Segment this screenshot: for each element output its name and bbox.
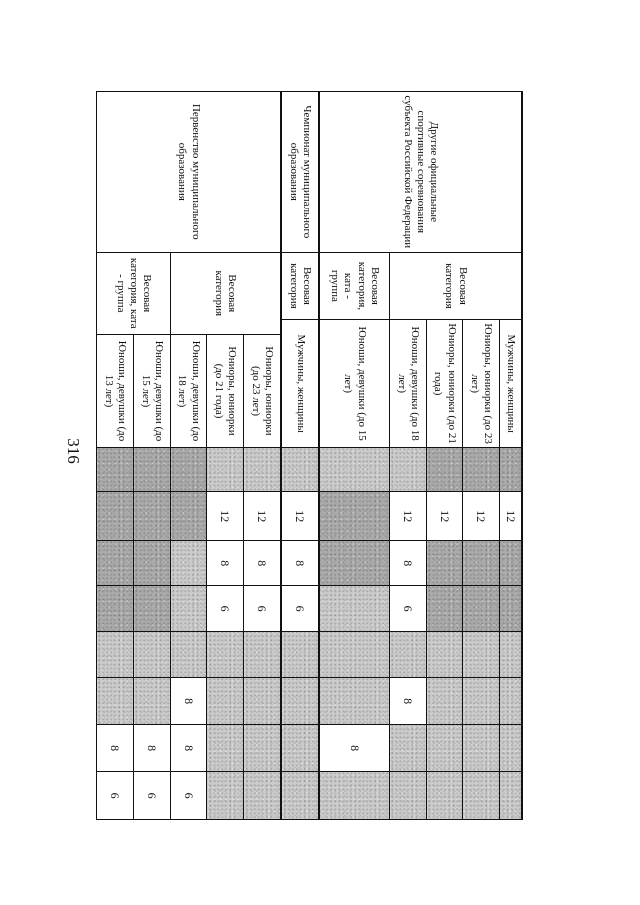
value-cell: 6 (97, 772, 134, 820)
value-cell: 6 (244, 586, 281, 631)
cell-discipline-weight-kata: Весовая категория, ката - группа (319, 252, 389, 320)
value-cell (500, 724, 522, 772)
cell-discipline-weight: Весовая категория (281, 252, 319, 320)
value-cell (244, 631, 281, 677)
value-cell: 12 (389, 492, 426, 541)
value-cell: 6 (133, 772, 170, 820)
value-cell (426, 678, 463, 724)
cell-competition-municipal-first: Первенство муниципального образования (97, 92, 281, 253)
value-cell (319, 772, 389, 820)
cell-discipline-weight-kata: Весовая категория, ката - группа (97, 252, 171, 334)
value-cell (389, 724, 426, 772)
rotated-table-frame (96, 91, 523, 820)
value-cell (389, 448, 426, 492)
table-row (500, 92, 522, 820)
value-cell: 8 (281, 541, 319, 586)
value-cell (463, 448, 500, 492)
value-cell (426, 631, 463, 677)
value-cell (319, 678, 389, 724)
value-cell (426, 586, 463, 631)
page-number-text: 316 (64, 438, 83, 464)
value-cell (426, 772, 463, 820)
value-cell (319, 586, 389, 631)
value-cell (389, 772, 426, 820)
cell-group-youth-18: Юноши, девушки (до 18 лет) (170, 334, 207, 447)
value-cell (463, 631, 500, 677)
value-cell (170, 631, 207, 677)
value-cell (281, 448, 319, 492)
cell-group-youth-18: Юноши, девушки (до 18 лет) (389, 320, 426, 448)
value-cell (500, 448, 522, 492)
value-cell (426, 724, 463, 772)
value-cell (207, 724, 244, 772)
value-cell (207, 678, 244, 724)
value-cell (463, 586, 500, 631)
value-cell: 8 (244, 541, 281, 586)
value-cell (426, 448, 463, 492)
value-cell: 8 (389, 541, 426, 586)
value-cell (319, 492, 389, 541)
value-cell: 12 (463, 492, 500, 541)
value-cell (500, 631, 522, 677)
cell-group-juniors-23: Юниоры, юниорки (до 23 лет) (463, 320, 500, 448)
value-cell (319, 448, 389, 492)
value-cell: 8 (207, 541, 244, 586)
value-cell (281, 724, 319, 772)
value-cell (281, 772, 319, 820)
value-cell (133, 586, 170, 631)
value-cell (170, 448, 207, 492)
value-cell: 8 (97, 724, 134, 772)
value-cell (133, 448, 170, 492)
value-cell: 12 (207, 492, 244, 541)
cell-group-juniors-21: Юниоры, юниорки (до 21 года) (426, 320, 463, 448)
value-cell (170, 541, 207, 586)
value-cell (170, 586, 207, 631)
cell-discipline-weight: Весовая категория (170, 252, 281, 334)
value-cell (97, 631, 134, 677)
value-cell: 12 (244, 492, 281, 541)
rotated-table-region (96, 91, 523, 820)
value-cell (133, 492, 170, 541)
value-cell (244, 678, 281, 724)
value-cell (133, 631, 170, 677)
value-cell (281, 678, 319, 724)
sports-competition-table (96, 91, 523, 820)
value-cell (463, 541, 500, 586)
cell-group-men-women: Мужчины, женщины (500, 320, 522, 448)
value-cell (281, 631, 319, 677)
value-cell (463, 772, 500, 820)
value-cell (133, 541, 170, 586)
value-cell (97, 492, 134, 541)
value-cell: 6 (170, 772, 207, 820)
table-row (281, 92, 319, 820)
value-cell (426, 541, 463, 586)
value-cell: 8 (319, 724, 389, 772)
cell-group-youth-13: Юноши, девушки (до 13 лет) (97, 334, 134, 447)
value-cell (500, 586, 522, 631)
value-cell: 6 (207, 586, 244, 631)
value-cell: 6 (281, 586, 319, 631)
table-row (244, 92, 281, 820)
value-cell: 8 (133, 724, 170, 772)
cell-competition-other-official: Другие официальные спортивные соревнования субъекта Российской Федерации (319, 92, 522, 253)
cell-group-juniors-23: Юниоры, юниорки (до 23 лет) (244, 334, 281, 447)
value-cell (97, 448, 134, 492)
value-cell: 12 (500, 492, 522, 541)
cell-discipline-weight: Весовая категория (389, 252, 522, 320)
value-cell (244, 724, 281, 772)
value-cell (319, 541, 389, 586)
value-cell (207, 448, 244, 492)
cell-competition-municipal-championship: Чемпионат муниципального образования (281, 92, 319, 253)
value-cell: 12 (281, 492, 319, 541)
value-cell: 8 (170, 678, 207, 724)
value-cell (500, 541, 522, 586)
value-cell (207, 631, 244, 677)
value-cell (133, 678, 170, 724)
value-cell: 8 (389, 678, 426, 724)
value-cell: 8 (170, 724, 207, 772)
value-cell (170, 492, 207, 541)
cell-group-youth-15: Юноши, девушки (до 15 лет) (319, 320, 389, 448)
value-cell (389, 631, 426, 677)
page-number (58, 436, 88, 466)
value-cell (97, 678, 134, 724)
value-cell: 6 (389, 586, 426, 631)
value-cell (500, 772, 522, 820)
cell-group-youth-15: Юноши, девушки (до 15 лет) (133, 334, 170, 447)
value-cell (97, 586, 134, 631)
value-cell (244, 448, 281, 492)
cell-group-men-women: Мужчины, женщины (281, 320, 319, 448)
value-cell (319, 631, 389, 677)
value-cell (463, 678, 500, 724)
cell-group-juniors-21: Юниоры, юниорки (до 21 года) (207, 334, 244, 447)
value-cell (207, 772, 244, 820)
table-body (97, 92, 523, 820)
value-cell (244, 772, 281, 820)
value-cell: 12 (426, 492, 463, 541)
value-cell (97, 541, 134, 586)
value-cell (463, 724, 500, 772)
value-cell (500, 678, 522, 724)
